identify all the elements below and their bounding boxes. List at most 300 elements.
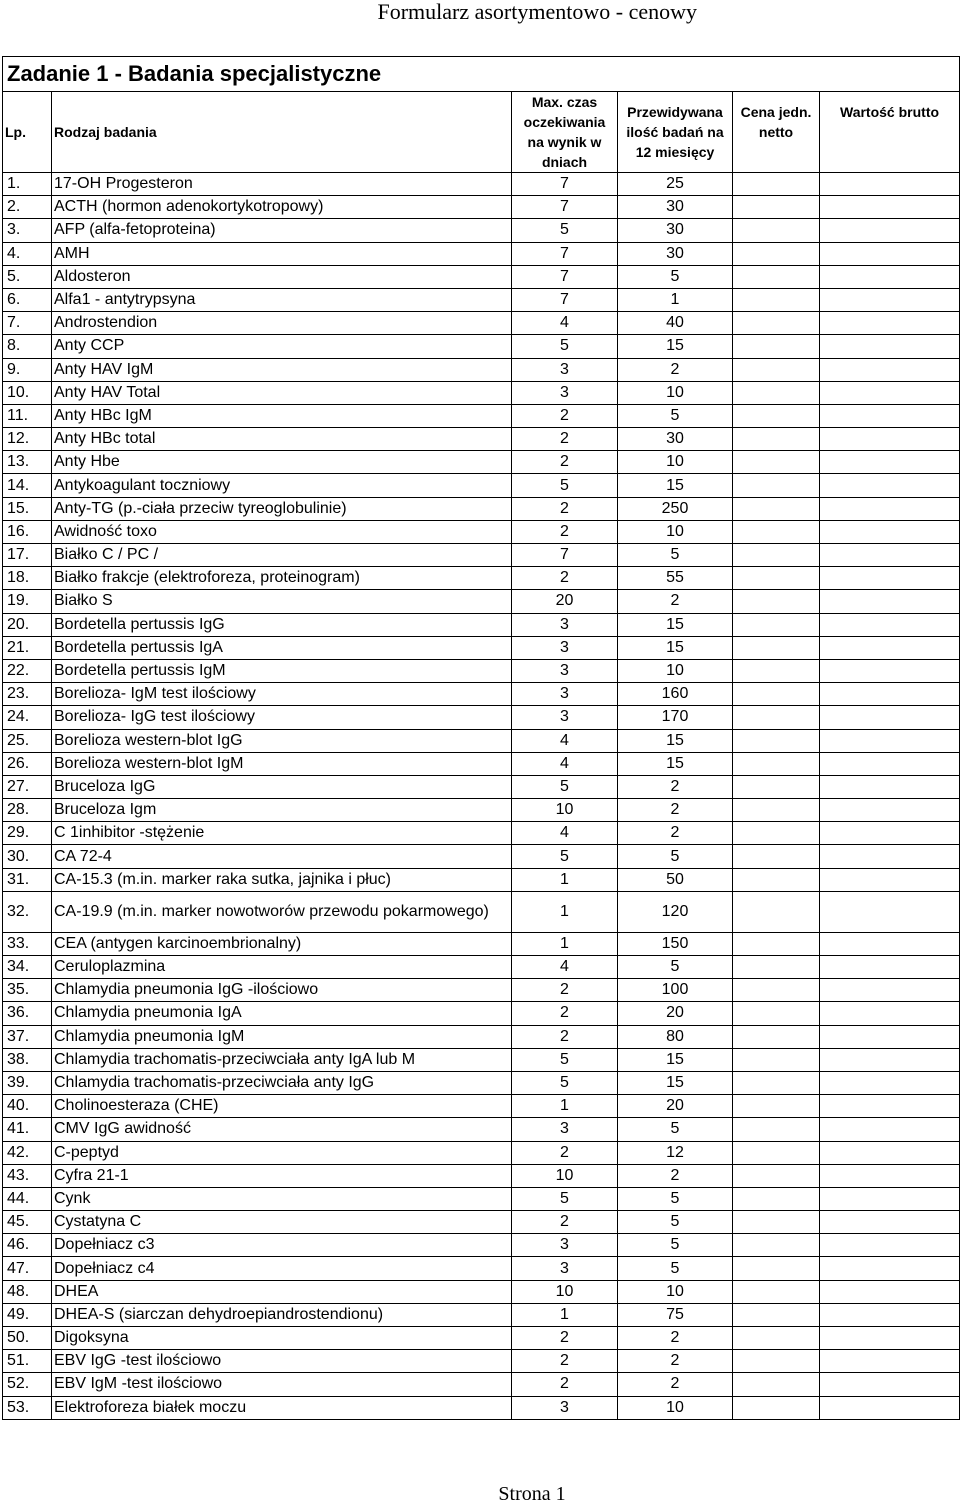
row-max-days: 2: [512, 567, 618, 590]
row-max-days: 3: [512, 1118, 618, 1141]
row-test-name: Anty Hbe: [52, 451, 512, 474]
row-expected-qty: 170: [618, 706, 733, 729]
row-test-name: Białko frakcje (elektroforeza, proteinogram): [52, 567, 512, 590]
row-lp: 30.: [3, 845, 52, 868]
row-expected-qty: 5: [618, 1187, 733, 1210]
row-unit-price-cell[interactable]: [733, 1396, 820, 1419]
table-row: [3, 242, 960, 265]
row-lp: 13.: [3, 451, 52, 474]
row-test-name: Chlamydia pneumonia IgM: [52, 1025, 512, 1048]
row-max-days: 1: [512, 1303, 618, 1326]
row-unit-price-cell[interactable]: [733, 752, 820, 775]
table-row: [3, 822, 960, 845]
row-max-days: 5: [512, 845, 618, 868]
row-lp: 53.: [3, 1396, 52, 1419]
table-row: [3, 956, 960, 979]
row-gross-value-cell[interactable]: [820, 613, 960, 636]
row-max-days: 3: [512, 1257, 618, 1280]
row-unit-price-cell[interactable]: [733, 799, 820, 822]
row-expected-qty: 100: [618, 979, 733, 1002]
row-expected-qty: 15: [618, 1071, 733, 1094]
row-test-name: CEA (antygen karcinoembrionalny): [52, 932, 512, 955]
header-row: [3, 92, 960, 173]
row-lp: 32.: [3, 891, 52, 932]
row-gross-value-cell[interactable]: [820, 358, 960, 381]
row-unit-price-cell[interactable]: [733, 1071, 820, 1094]
table-row: [3, 358, 960, 381]
document-header: Formularz asortymentowo - cenowy: [377, 0, 697, 24]
row-lp: 19.: [3, 590, 52, 613]
table-row: [3, 173, 960, 196]
table-row: [3, 979, 960, 1002]
row-unit-price-cell[interactable]: [733, 683, 820, 706]
row-unit-price-cell[interactable]: [733, 1327, 820, 1350]
row-expected-qty: 30: [618, 196, 733, 219]
row-unit-price-cell[interactable]: [733, 358, 820, 381]
table-row: [3, 799, 960, 822]
row-gross-value-cell[interactable]: [820, 242, 960, 265]
row-expected-qty: 20: [618, 1095, 733, 1118]
row-gross-value-cell[interactable]: [820, 1373, 960, 1396]
row-gross-value-cell[interactable]: [820, 1211, 960, 1234]
table-row: [3, 1396, 960, 1419]
row-expected-qty: 2: [618, 358, 733, 381]
table-row: [3, 196, 960, 219]
row-lp: 51.: [3, 1350, 52, 1373]
row-expected-qty: 12: [618, 1141, 733, 1164]
row-max-days: 7: [512, 173, 618, 196]
row-expected-qty: 2: [618, 590, 733, 613]
row-test-name: Borelioza- IgM test ilościowy: [52, 683, 512, 706]
row-test-name: Elektroforeza białek moczu: [52, 1396, 512, 1419]
row-gross-value-cell[interactable]: [820, 1164, 960, 1187]
row-test-name: Chlamydia trachomatis-przeciwciała anty IgA lub M: [52, 1048, 512, 1071]
row-expected-qty: 120: [618, 891, 733, 932]
table-row: [3, 381, 960, 404]
row-lp: 23.: [3, 683, 52, 706]
row-gross-value-cell[interactable]: [820, 196, 960, 219]
row-test-name: ACTH (hormon adenokortykotropowy): [52, 196, 512, 219]
row-expected-qty: 10: [618, 1280, 733, 1303]
row-gross-value-cell[interactable]: [820, 265, 960, 288]
row-expected-qty: 10: [618, 451, 733, 474]
row-test-name: Chlamydia trachomatis-przeciwciała anty IgG: [52, 1071, 512, 1094]
row-unit-price-cell[interactable]: [733, 173, 820, 196]
row-unit-price-cell[interactable]: [733, 497, 820, 520]
row-unit-price-cell[interactable]: [733, 242, 820, 265]
row-gross-value-cell[interactable]: [820, 729, 960, 752]
col-header-gross: Wartość brutto: [820, 92, 960, 173]
row-test-name: Digoksyna: [52, 1327, 512, 1350]
row-max-days: 2: [512, 497, 618, 520]
row-gross-value-cell[interactable]: [820, 932, 960, 955]
row-gross-value-cell[interactable]: [820, 428, 960, 451]
row-test-name: Białko C / PC /: [52, 544, 512, 567]
table-row: [3, 544, 960, 567]
row-lp: 7.: [3, 312, 52, 335]
table-row: [3, 613, 960, 636]
row-lp: 2.: [3, 196, 52, 219]
row-unit-price-cell[interactable]: [733, 590, 820, 613]
table-row: [3, 1280, 960, 1303]
row-unit-price-cell[interactable]: [733, 381, 820, 404]
page-number: Strona 1: [498, 1483, 566, 1505]
row-unit-price-cell[interactable]: [733, 706, 820, 729]
table-row: [3, 1211, 960, 1234]
row-expected-qty: 5: [618, 845, 733, 868]
row-gross-value-cell[interactable]: [820, 775, 960, 798]
table-row: [3, 451, 960, 474]
row-max-days: 3: [512, 636, 618, 659]
table-row: [3, 1187, 960, 1210]
row-unit-price-cell[interactable]: [733, 219, 820, 242]
row-unit-price-cell[interactable]: [733, 729, 820, 752]
row-unit-price-cell[interactable]: [733, 1002, 820, 1025]
table-row: [3, 659, 960, 682]
row-unit-price-cell[interactable]: [733, 1303, 820, 1326]
row-test-name: Borelioza western-blot IgG: [52, 729, 512, 752]
row-gross-value-cell[interactable]: [820, 544, 960, 567]
row-gross-value-cell[interactable]: [820, 1025, 960, 1048]
row-lp: 4.: [3, 242, 52, 265]
row-gross-value-cell[interactable]: [820, 868, 960, 891]
row-unit-price-cell[interactable]: [733, 1095, 820, 1118]
table-row: [3, 1071, 960, 1094]
row-expected-qty: 2: [618, 822, 733, 845]
row-expected-qty: 15: [618, 729, 733, 752]
row-lp: 44.: [3, 1187, 52, 1210]
row-gross-value-cell[interactable]: [820, 1303, 960, 1326]
row-test-name: Dopełniacz c4: [52, 1257, 512, 1280]
row-lp: 40.: [3, 1095, 52, 1118]
row-lp: 3.: [3, 219, 52, 242]
row-max-days: 2: [512, 1350, 618, 1373]
row-gross-value-cell[interactable]: [820, 1118, 960, 1141]
row-max-days: 7: [512, 196, 618, 219]
row-test-name: Chlamydia pneumonia IgG -ilościowo: [52, 979, 512, 1002]
row-expected-qty: 10: [618, 520, 733, 543]
table-row: [3, 775, 960, 798]
row-expected-qty: 5: [618, 1211, 733, 1234]
row-max-days: 4: [512, 822, 618, 845]
row-lp: 26.: [3, 752, 52, 775]
row-expected-qty: 50: [618, 868, 733, 891]
col-header-lp: Lp.: [3, 92, 52, 173]
table-row: [3, 932, 960, 955]
row-unit-price-cell[interactable]: [733, 932, 820, 955]
row-unit-price-cell[interactable]: [733, 613, 820, 636]
row-gross-value-cell[interactable]: [820, 312, 960, 335]
row-test-name: Bruceloza Igm: [52, 799, 512, 822]
row-lp: 5.: [3, 265, 52, 288]
row-test-name: Bordetella pertussis IgA: [52, 636, 512, 659]
row-unit-price-cell[interactable]: [733, 567, 820, 590]
row-max-days: 10: [512, 1280, 618, 1303]
row-max-days: 3: [512, 706, 618, 729]
row-unit-price-cell[interactable]: [733, 544, 820, 567]
row-gross-value-cell[interactable]: [820, 288, 960, 311]
row-unit-price-cell[interactable]: [733, 474, 820, 497]
row-unit-price-cell[interactable]: [733, 1211, 820, 1234]
row-lp: 24.: [3, 706, 52, 729]
row-max-days: 1: [512, 868, 618, 891]
row-gross-value-cell[interactable]: [820, 659, 960, 682]
row-max-days: 7: [512, 265, 618, 288]
row-test-name: Chlamydia pneumonia IgA: [52, 1002, 512, 1025]
row-max-days: 3: [512, 683, 618, 706]
col-header-name: Rodzaj badania: [52, 92, 512, 173]
row-expected-qty: 5: [618, 544, 733, 567]
row-gross-value-cell[interactable]: [820, 1327, 960, 1350]
row-gross-value-cell[interactable]: [820, 845, 960, 868]
table-row: [3, 1234, 960, 1257]
row-gross-value-cell[interactable]: [820, 636, 960, 659]
row-expected-qty: 1: [618, 288, 733, 311]
row-lp: 43.: [3, 1164, 52, 1187]
row-lp: 52.: [3, 1373, 52, 1396]
row-lp: 12.: [3, 428, 52, 451]
row-test-name: Awidność toxo: [52, 520, 512, 543]
row-gross-value-cell[interactable]: [820, 683, 960, 706]
row-test-name: Aldosteron: [52, 265, 512, 288]
row-test-name: EBV IgG -test ilościowo: [52, 1350, 512, 1373]
row-gross-value-cell[interactable]: [820, 1187, 960, 1210]
row-expected-qty: 15: [618, 1048, 733, 1071]
row-expected-qty: 2: [618, 1164, 733, 1187]
row-expected-qty: 15: [618, 613, 733, 636]
row-max-days: 5: [512, 1071, 618, 1094]
row-unit-price-cell[interactable]: [733, 1025, 820, 1048]
table-row: [3, 891, 960, 932]
row-unit-price-cell[interactable]: [733, 451, 820, 474]
row-max-days: 2: [512, 1373, 618, 1396]
row-unit-price-cell[interactable]: [733, 659, 820, 682]
row-expected-qty: 80: [618, 1025, 733, 1048]
row-gross-value-cell[interactable]: [820, 1071, 960, 1094]
table-row: [3, 1118, 960, 1141]
row-expected-qty: 30: [618, 428, 733, 451]
row-gross-value-cell[interactable]: [820, 520, 960, 543]
row-max-days: 4: [512, 729, 618, 752]
row-unit-price-cell[interactable]: [733, 404, 820, 427]
row-unit-price-cell[interactable]: [733, 1373, 820, 1396]
table-row: [3, 1141, 960, 1164]
row-gross-value-cell[interactable]: [820, 1048, 960, 1071]
row-expected-qty: 40: [618, 312, 733, 335]
row-max-days: 2: [512, 1327, 618, 1350]
row-test-name: DHEA-S (siarczan dehydroepiandrostendionu): [52, 1303, 512, 1326]
row-gross-value-cell[interactable]: [820, 497, 960, 520]
row-unit-price-cell[interactable]: [733, 822, 820, 845]
row-gross-value-cell[interactable]: [820, 1002, 960, 1025]
row-gross-value-cell[interactable]: [820, 451, 960, 474]
row-gross-value-cell[interactable]: [820, 799, 960, 822]
row-lp: 20.: [3, 613, 52, 636]
table-row: [3, 706, 960, 729]
row-max-days: 3: [512, 358, 618, 381]
row-lp: 15.: [3, 497, 52, 520]
row-max-days: 2: [512, 404, 618, 427]
row-unit-price-cell[interactable]: [733, 265, 820, 288]
row-expected-qty: 2: [618, 1373, 733, 1396]
row-gross-value-cell[interactable]: [820, 822, 960, 845]
row-unit-price-cell[interactable]: [733, 1164, 820, 1187]
row-expected-qty: 10: [618, 659, 733, 682]
row-gross-value-cell[interactable]: [820, 404, 960, 427]
row-lp: 37.: [3, 1025, 52, 1048]
row-max-days: 5: [512, 474, 618, 497]
row-gross-value-cell[interactable]: [820, 706, 960, 729]
row-unit-price-cell[interactable]: [733, 1257, 820, 1280]
row-expected-qty: 15: [618, 474, 733, 497]
row-gross-value-cell[interactable]: [820, 891, 960, 932]
row-test-name: CA-19.9 (m.in. marker nowotworów przewodu pokarmowego): [52, 891, 512, 932]
row-expected-qty: 2: [618, 1350, 733, 1373]
row-lp: 31.: [3, 868, 52, 891]
row-test-name: Bordetella pertussis IgM: [52, 659, 512, 682]
price-form-table: [2, 56, 960, 1420]
row-max-days: 7: [512, 288, 618, 311]
row-lp: 16.: [3, 520, 52, 543]
row-gross-value-cell[interactable]: [820, 1280, 960, 1303]
row-gross-value-cell[interactable]: [820, 956, 960, 979]
row-gross-value-cell[interactable]: [820, 1350, 960, 1373]
row-unit-price-cell[interactable]: [733, 1350, 820, 1373]
row-unit-price-cell[interactable]: [733, 1187, 820, 1210]
row-lp: 9.: [3, 358, 52, 381]
row-expected-qty: 30: [618, 219, 733, 242]
row-unit-price-cell[interactable]: [733, 1280, 820, 1303]
row-lp: 45.: [3, 1211, 52, 1234]
row-max-days: 3: [512, 1396, 618, 1419]
row-test-name: Dopełniacz c3: [52, 1234, 512, 1257]
row-unit-price-cell[interactable]: [733, 520, 820, 543]
table-row: [3, 312, 960, 335]
row-gross-value-cell[interactable]: [820, 567, 960, 590]
row-gross-value-cell[interactable]: [820, 335, 960, 358]
row-test-name: Anty HBc IgM: [52, 404, 512, 427]
table-row: [3, 590, 960, 613]
table-row: [3, 1002, 960, 1025]
row-unit-price-cell[interactable]: [733, 979, 820, 1002]
row-max-days: 2: [512, 979, 618, 1002]
row-max-days: 10: [512, 1164, 618, 1187]
row-unit-price-cell[interactable]: [733, 868, 820, 891]
row-expected-qty: 160: [618, 683, 733, 706]
row-lp: 17.: [3, 544, 52, 567]
row-unit-price-cell[interactable]: [733, 845, 820, 868]
row-unit-price-cell[interactable]: [733, 428, 820, 451]
row-lp: 28.: [3, 799, 52, 822]
row-test-name: Ceruloplazmina: [52, 956, 512, 979]
table-row: [3, 1257, 960, 1280]
row-max-days: 2: [512, 1002, 618, 1025]
row-unit-price-cell[interactable]: [733, 1118, 820, 1141]
row-gross-value-cell[interactable]: [820, 1234, 960, 1257]
row-test-name: 17-OH Progesteron: [52, 173, 512, 196]
row-expected-qty: 2: [618, 775, 733, 798]
row-max-days: 3: [512, 381, 618, 404]
row-gross-value-cell[interactable]: [820, 1396, 960, 1419]
row-lp: 49.: [3, 1303, 52, 1326]
row-unit-price-cell[interactable]: [733, 1048, 820, 1071]
row-expected-qty: 30: [618, 242, 733, 265]
row-test-name: Anty HBc total: [52, 428, 512, 451]
row-unit-price-cell[interactable]: [733, 956, 820, 979]
row-expected-qty: 5: [618, 1257, 733, 1280]
row-unit-price-cell[interactable]: [733, 312, 820, 335]
row-max-days: 2: [512, 1141, 618, 1164]
row-max-days: 2: [512, 451, 618, 474]
row-max-days: 5: [512, 1048, 618, 1071]
row-unit-price-cell[interactable]: [733, 335, 820, 358]
row-gross-value-cell[interactable]: [820, 1257, 960, 1280]
row-unit-price-cell[interactable]: [733, 196, 820, 219]
row-unit-price-cell[interactable]: [733, 288, 820, 311]
row-lp: 18.: [3, 567, 52, 590]
row-expected-qty: 75: [618, 1303, 733, 1326]
row-test-name: CMV IgG awidność: [52, 1118, 512, 1141]
row-unit-price-cell[interactable]: [733, 1234, 820, 1257]
row-expected-qty: 2: [618, 1327, 733, 1350]
row-gross-value-cell[interactable]: [820, 1095, 960, 1118]
row-gross-value-cell[interactable]: [820, 381, 960, 404]
row-lp: 6.: [3, 288, 52, 311]
row-expected-qty: 2: [618, 799, 733, 822]
row-gross-value-cell[interactable]: [820, 173, 960, 196]
row-expected-qty: 10: [618, 381, 733, 404]
row-max-days: 3: [512, 659, 618, 682]
row-test-name: AMH: [52, 242, 512, 265]
row-gross-value-cell[interactable]: [820, 474, 960, 497]
row-max-days: 2: [512, 520, 618, 543]
row-lp: 35.: [3, 979, 52, 1002]
table-row: [3, 265, 960, 288]
row-test-name: Anty HAV Total: [52, 381, 512, 404]
row-test-name: Białko S: [52, 590, 512, 613]
row-expected-qty: 5: [618, 1118, 733, 1141]
row-test-name: Bruceloza IgG: [52, 775, 512, 798]
row-lp: 1.: [3, 173, 52, 196]
row-unit-price-cell[interactable]: [733, 775, 820, 798]
table-row: [3, 845, 960, 868]
row-gross-value-cell[interactable]: [820, 1141, 960, 1164]
row-test-name: Anty CCP: [52, 335, 512, 358]
table-row: [3, 428, 960, 451]
row-unit-price-cell[interactable]: [733, 1141, 820, 1164]
row-expected-qty: 5: [618, 404, 733, 427]
row-expected-qty: 250: [618, 497, 733, 520]
row-gross-value-cell[interactable]: [820, 590, 960, 613]
row-max-days: 5: [512, 775, 618, 798]
row-gross-value-cell[interactable]: [820, 752, 960, 775]
row-max-days: 4: [512, 956, 618, 979]
row-gross-value-cell[interactable]: [820, 979, 960, 1002]
row-max-days: 2: [512, 428, 618, 451]
row-max-days: 5: [512, 219, 618, 242]
row-expected-qty: 55: [618, 567, 733, 590]
row-test-name: DHEA: [52, 1280, 512, 1303]
row-gross-value-cell[interactable]: [820, 219, 960, 242]
row-max-days: 4: [512, 752, 618, 775]
row-unit-price-cell[interactable]: [733, 636, 820, 659]
row-max-days: 7: [512, 544, 618, 567]
row-max-days: 1: [512, 932, 618, 955]
row-unit-price-cell[interactable]: [733, 891, 820, 932]
row-expected-qty: 15: [618, 752, 733, 775]
row-lp: 29.: [3, 822, 52, 845]
row-lp: 39.: [3, 1071, 52, 1094]
